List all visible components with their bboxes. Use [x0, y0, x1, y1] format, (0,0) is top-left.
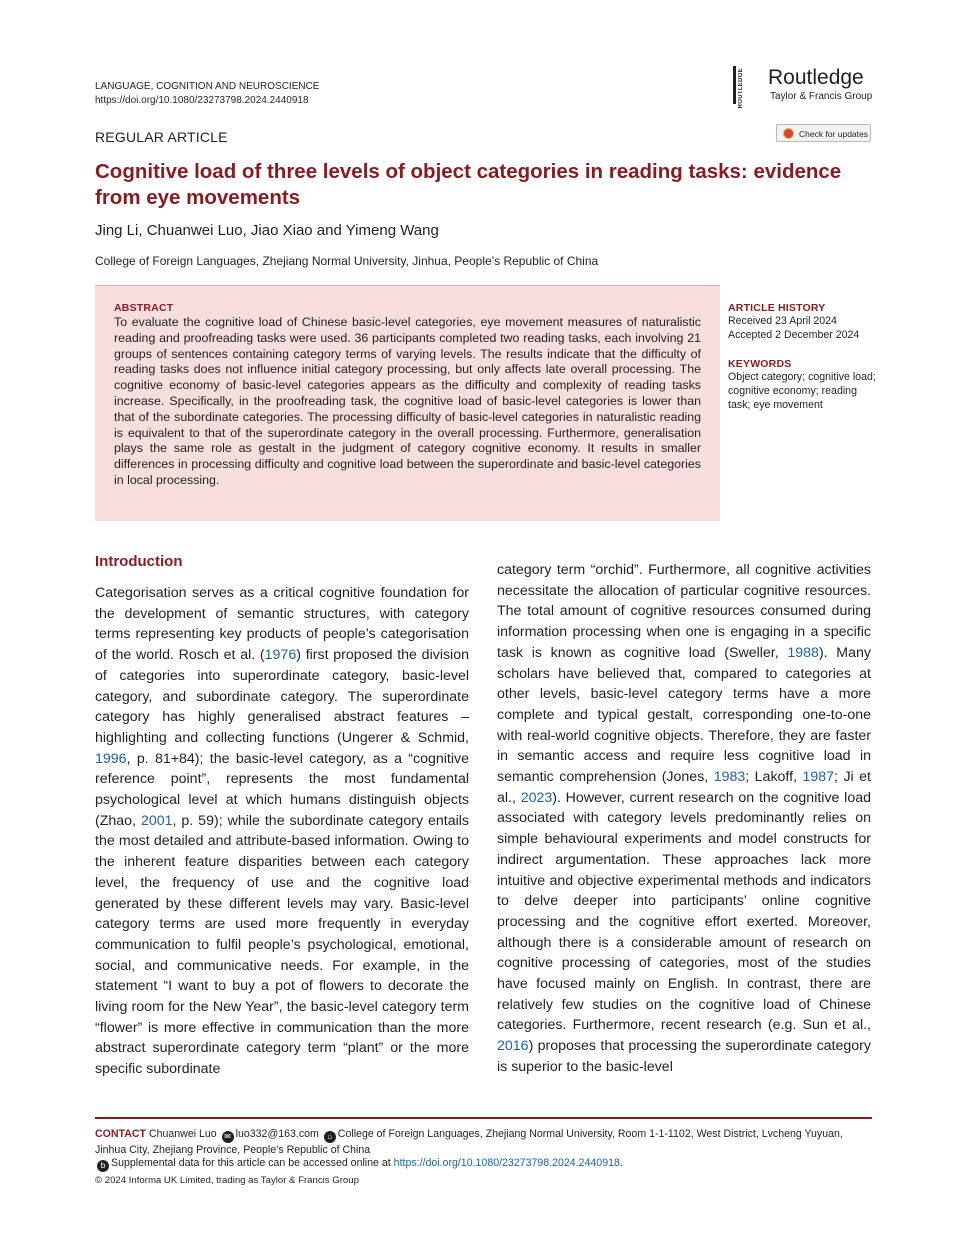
author-list: Jing Li, Chuanwei Luo, Jiao Xiao and Yimeng Wang	[95, 222, 439, 239]
supplemental-line: b Supplemental data for this article can be accessed online at https://doi.org/10.1080/23273798.2024.2440918.	[95, 1156, 875, 1172]
citation-link[interactable]: 1983	[713, 769, 746, 786]
paragraph: category term “orchid”. Furthermore, all cognitive activities necessitate the allocation of particular cognitive resources. The total amount of cognitive resources consumed during information processing when one is engaging in a specific task is known as cognitive load (Sweller, 1988). Many scholars have believed that, compared to categories at other levels, basic-level category terms have a more complete and typical gestalt, corresponding one-to-one with real-world cognitive objects. Therefore, they are faster in semantic access and require less cognitive load in semantic comprehension (Jones, 1983; Lakoff, 1987; Ji et al., 2023). However, current research on the cognitive load associated with category levels predominantly relies on simple behavioural experiments and model constructs for indirect argumentation. These approaches lack more intuitive and objective experimental methods and indicators to delve deeper into participants’ online cognitive processing and the cognitive effort exerted. Moreover, although there is a considerable amount of research on cognitive processing of categories, most of the studies have focused mainly on English. In contrast, there are relatively few studies on the cognitive load of Chinese categories. Furthermore, recent research (e.g. Sun et al., 2016) proposes that processing the superordinate category is superior to the basic-level	[497, 562, 871, 1075]
citation-link[interactable]: 1988	[787, 644, 819, 661]
footer-divider	[95, 1117, 872, 1119]
journal-name: LANGUAGE, COGNITION AND NEUROSCIENCE	[95, 81, 320, 92]
contact-address: College of Foreign Languages, Zhejiang Normal University, Room 1-1-1102, West District, Lvcheng Yuyuan, Jinhua City, Zhejiang Province, People’s Republic of China	[95, 1128, 843, 1156]
copyright: © 2024 Informa UK Limited, trading as Taylor & Francis Group	[95, 1175, 359, 1186]
affiliation: College of Foreign Languages, Zhejiang Normal University, Jinhua, People’s Republic of China	[95, 254, 599, 268]
check-updates-icon	[783, 128, 794, 139]
contact-email[interactable]: luo332@163.com	[235, 1128, 319, 1140]
keywords	[728, 358, 878, 412]
citation-link[interactable]: 2001	[140, 812, 173, 829]
body-column-left	[95, 583, 469, 1080]
keywords-text: Object category; cognitive load; cognitive economy; reading task; eye movement	[728, 371, 876, 411]
address-icon: ⌂	[324, 1131, 336, 1143]
body-column-right	[497, 560, 871, 1078]
contact-label: CONTACT	[95, 1128, 146, 1140]
contact-name: Chuanwei Luo	[148, 1128, 217, 1140]
publisher-logo: Routledge	[768, 66, 864, 89]
check-updates-label: Check for updates	[799, 129, 868, 139]
citation-link[interactable]: 2016	[497, 1038, 529, 1055]
citation-link[interactable]: 1976	[264, 647, 297, 664]
contact-line	[95, 1127, 875, 1157]
supplemental-icon: b	[97, 1160, 109, 1172]
received-date: Received 23 April 2024	[728, 315, 837, 327]
paragraph: Categorisation serves as a critical cognitive foundation for the development of semantic structures, with category terms representing key products of people’s categorisation of the world. Rosch et al. (1976) first proposed the division of categories into superordinate category, basic-level category, and subordinate category. The superordinate category has highly generalised abstract features – highlighting and collecting functions (Ungerer & Schmid, 1996, p. 81+84); the basic-level category, as a “cognitive reference point”, represents the most fundamental psychological level at which humans distinguish objects (Zhao, 2001, p. 59); while the subordinate category entails the most detailed and attribute-based information. Owing to the inherent feature disparities between each category level, the frequency of use and the cognitive load generated by these different levels may vary. Basic-level category terms are used more frequently in everyday communication to fulfil people’s psychological, emotional, social, and communicative needs. For example, in the statement “I want to buy a pot of flowers to decorate the living room for the New Year”, the basic-level category term “flower” is more effective in communication than the more abstract superordinate category term “plant” or the more specific subordinate	[95, 585, 469, 1078]
publisher-logo-vertical: ROUTLEDGE	[738, 68, 744, 109]
supplemental-link[interactable]: https://doi.org/10.1080/23273798.2024.2440918	[393, 1157, 620, 1169]
check-updates-button[interactable]	[776, 124, 871, 142]
supplemental-text: Supplemental data for this article can be accessed online at	[111, 1157, 394, 1169]
email-icon: ✉	[222, 1131, 234, 1143]
citation-link[interactable]: 1996	[95, 750, 127, 767]
section-heading: Introduction	[95, 553, 183, 570]
article-history-heading: ARTICLE HISTORY	[728, 302, 826, 314]
article-title: Cognitive load of three levels of object categories in reading tasks: evidence from eye movements	[95, 160, 842, 209]
abstract-text: To evaluate the cognitive load of Chinese basic-level categories, eye movement measures of naturalistic reading and proofreading tasks were used. 36 participants completed two reading tasks, each involving 21 groups of sentences containing category terms of varying levels. The results indicate that the difficulty of reading tasks does not influence initial category processing, but only affects late overall processing. The cognitive economy of basic-level categories appears as the difficulty and complexity of reading tasks increase. Specifically, in the proofreading task, the cognitive load of basic-level categories is lower than that of the subordinate categories. The processing difficulty of basic-level categories in naturalistic reading is equivalent to that of the superordinate category in the overall processing. Furthermore, generalisation plays the same role as gestalt in the judgment of category cognitive economy. It results in smaller differences in processing difficulty and cognitive load between the superordinate and basic-level categories in local processing.	[114, 315, 701, 487]
article-type: REGULAR ARTICLE	[95, 129, 228, 145]
citation-link[interactable]: 2023	[520, 789, 553, 806]
publisher-group: Taylor & Francis Group	[770, 91, 873, 102]
article-history	[728, 302, 878, 342]
journal-header	[95, 80, 319, 108]
abstract-heading: ABSTRACT	[114, 302, 174, 314]
doi-link[interactable]: https://doi.org/10.1080/23273798.2024.2440918	[95, 95, 309, 106]
citation-link[interactable]: 1987	[802, 769, 835, 786]
keywords-heading: KEYWORDS	[728, 358, 792, 370]
accepted-date: Accepted 2 December 2024	[728, 329, 860, 341]
